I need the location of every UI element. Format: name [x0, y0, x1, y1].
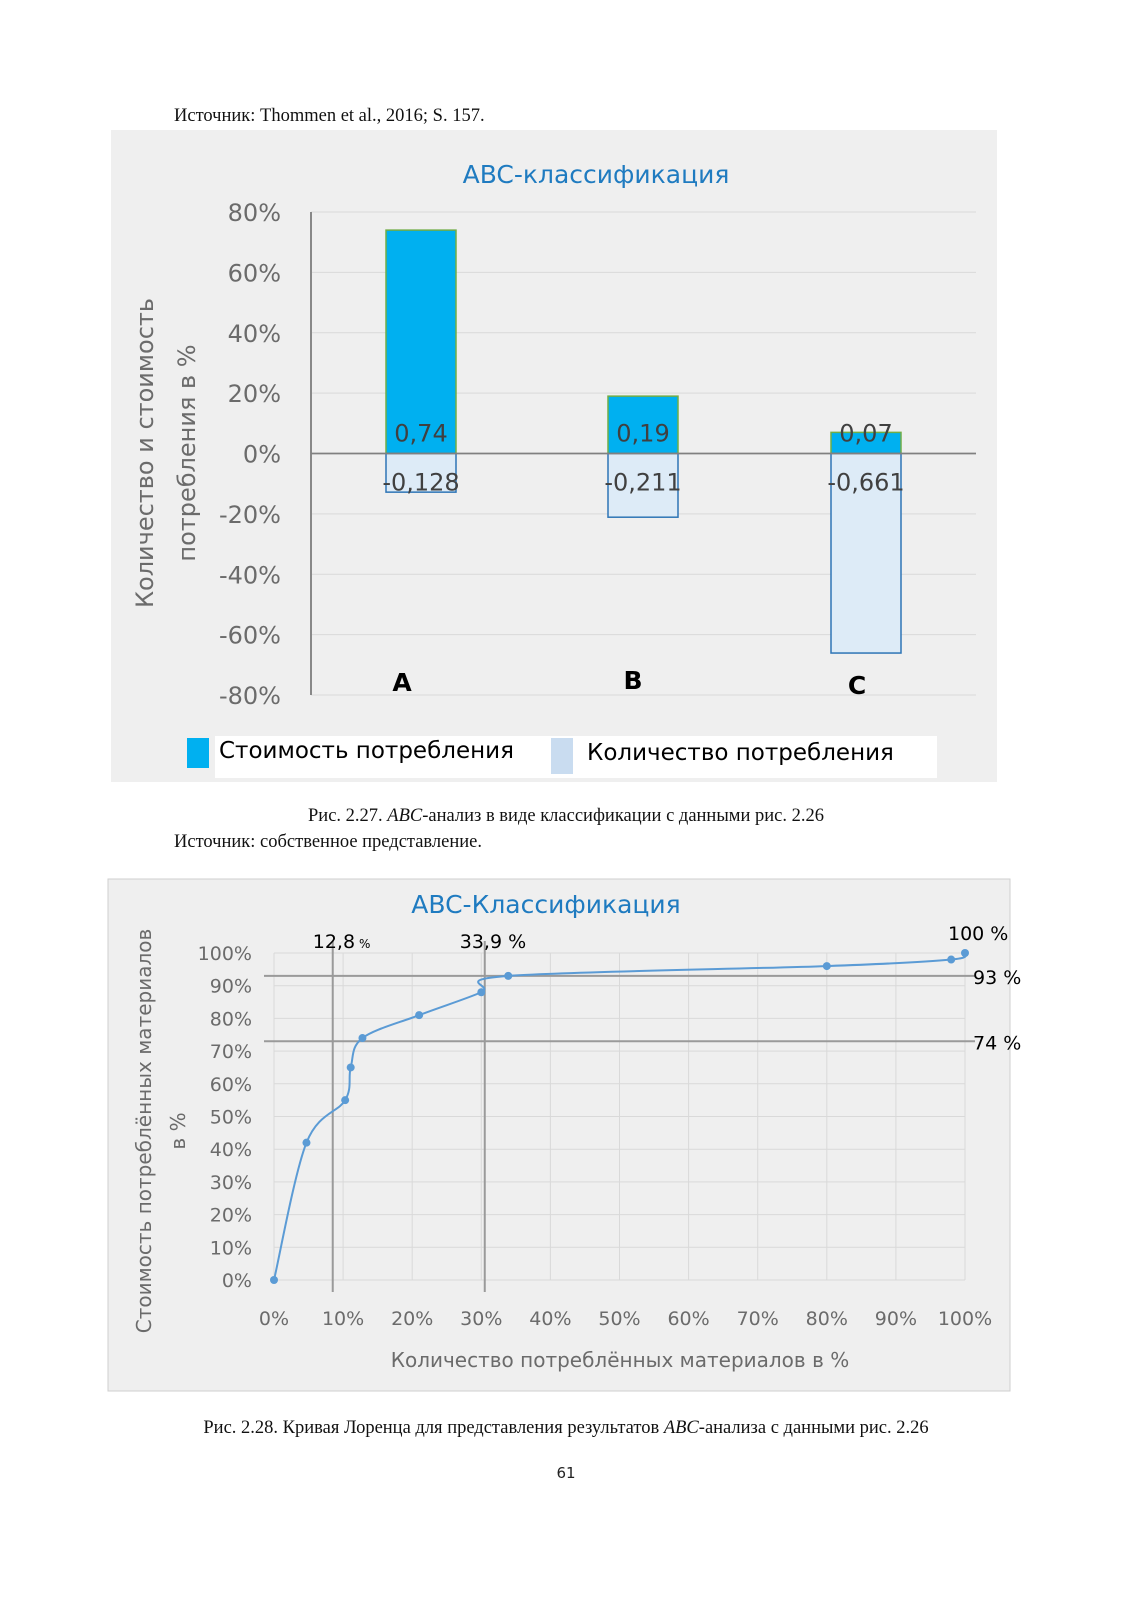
lorenz-curve-chart — [108, 879, 1022, 1391]
cost-data-label: 0,74 — [394, 419, 448, 448]
chart1-y-tick-label: 20% — [227, 380, 281, 409]
chart2-x-tick-label: 50% — [598, 1308, 641, 1330]
lorenz-curve-point — [358, 1034, 366, 1042]
chart2-h-reference-label: 74 % — [973, 1032, 1022, 1055]
legend-cost-swatch — [187, 738, 209, 768]
lorenz-curve-point — [961, 949, 969, 957]
category-label: B — [623, 666, 643, 695]
page-number: 61 — [556, 1464, 576, 1482]
lorenz-curve-point — [302, 1139, 310, 1147]
caption-fig1-suffix: -анализ в виде классификации с данными рис. 2.26 — [422, 806, 824, 826]
lorenz-curve-point — [504, 972, 512, 980]
chart1-y-axis-title-line: потребления в % — [173, 344, 201, 562]
chart1-y-tick-label: -80% — [218, 682, 281, 710]
chart2-v-reference-label: 33,9 % — [459, 931, 527, 953]
chart2-x-tick-label: 30% — [460, 1308, 503, 1330]
chart2-x-tick-label: 40% — [529, 1308, 572, 1330]
lorenz-curve-point — [477, 988, 485, 996]
quantity-data-label: -0,211 — [604, 468, 682, 497]
source-top: Источник: Thommen et al., 2016; S. 157. — [174, 106, 485, 126]
chart2-x-axis-title: Количество потреблённых материалов в % — [390, 1348, 850, 1372]
chart2-y-tick-label: 30% — [209, 1171, 252, 1194]
chart2-x-tick-label: 60% — [667, 1308, 710, 1330]
chart2-v-reference-label-unit: % — [359, 937, 371, 951]
chart2-x-tick-label: 20% — [391, 1308, 434, 1330]
chart1-y-tick-label: 40% — [227, 319, 281, 348]
chart2-title: ABC-Классификация — [411, 890, 681, 919]
quantity-data-label: -0,128 — [382, 468, 460, 497]
chart2-y-tick-label: 0% — [221, 1270, 252, 1292]
chart2-y-tick-label: 20% — [209, 1204, 252, 1227]
chart2-h-reference-label: 93 % — [973, 966, 1022, 989]
chart2-x-tick-label: 90% — [874, 1308, 918, 1330]
caption-fig2-abbr: ABC — [663, 1418, 699, 1438]
chart2-x-tick-label: 80% — [805, 1308, 848, 1330]
lorenz-curve-point — [415, 1011, 423, 1019]
caption-fig2 — [0, 1418, 1132, 1439]
cost-data-label: 0,19 — [616, 419, 670, 448]
chart2-y-tick-label: 40% — [209, 1139, 252, 1162]
chart2-y-tick-label: 90% — [209, 975, 252, 998]
chart1-y-tick-label: 60% — [227, 259, 281, 288]
caption-fig1 — [0, 806, 1132, 827]
lorenz-curve-point — [823, 962, 831, 970]
legend-quantity-label: Количество потребления — [587, 740, 894, 766]
legend-quantity-swatch — [551, 738, 573, 774]
chart2-y-tick-label: 60% — [209, 1073, 252, 1096]
lorenz-curve-point — [341, 1096, 349, 1104]
chart2-y-tick-label: 80% — [209, 1008, 252, 1031]
caption-fig1-prefix: Рис. 2.27. — [308, 806, 388, 826]
chart1-y-axis-title-line: Количество и стоимость — [131, 297, 159, 609]
chart1-y-tick-label: 80% — [227, 199, 281, 227]
chart2-y-tick-label: 10% — [209, 1237, 252, 1260]
caption-fig2-prefix: Рис. 2.28. Кривая Лоренца для представления результатов — [203, 1418, 664, 1438]
caption-fig1-abbr: ABC — [387, 806, 423, 826]
chart1-title: ABC-классификация — [462, 160, 730, 189]
source-fig1: Источник: собственное представление. — [174, 832, 482, 852]
chart1-y-tick-label: 0% — [242, 440, 281, 469]
lorenz-curve-point — [347, 1063, 355, 1071]
chart2-x-tick-label: 0% — [258, 1308, 290, 1330]
chart2-y-tick-label: 50% — [209, 1106, 252, 1129]
chart2-x-tick-label: 70% — [736, 1308, 779, 1330]
chart2-end-label: 100 % — [948, 923, 1009, 945]
category-label: C — [847, 671, 867, 700]
lorenz-curve-point — [947, 956, 955, 964]
chart1-y-tick-label: -20% — [218, 500, 281, 529]
legend-cost-label: Стоимость потребления — [219, 738, 514, 764]
caption-fig2-suffix: -анализа с данными рис. 2.26 — [698, 1418, 929, 1438]
quantity-data-label: -0,661 — [827, 468, 905, 497]
chart2-y-tick-label: 70% — [209, 1041, 252, 1064]
chart1-y-tick-label: -60% — [218, 621, 281, 650]
cost-data-label: 0,07 — [839, 419, 893, 448]
chart1-y-tick-label: -40% — [218, 561, 281, 590]
abc-bar-chart — [111, 130, 997, 782]
chart2-y-tick-label: 100% — [197, 943, 252, 965]
chart2-y-axis-title-line: в % — [166, 1112, 190, 1150]
lorenz-curve-point — [270, 1276, 278, 1284]
chart2-v-reference-label-main: 12,8 — [312, 931, 356, 953]
chart2-y-axis-title-line: Стоимость потреблённых материалов — [132, 928, 156, 1334]
chart2-x-tick-label: 10% — [321, 1308, 365, 1330]
chart2-x-tick-label: 100% — [937, 1308, 993, 1330]
category-label: A — [392, 668, 412, 697]
